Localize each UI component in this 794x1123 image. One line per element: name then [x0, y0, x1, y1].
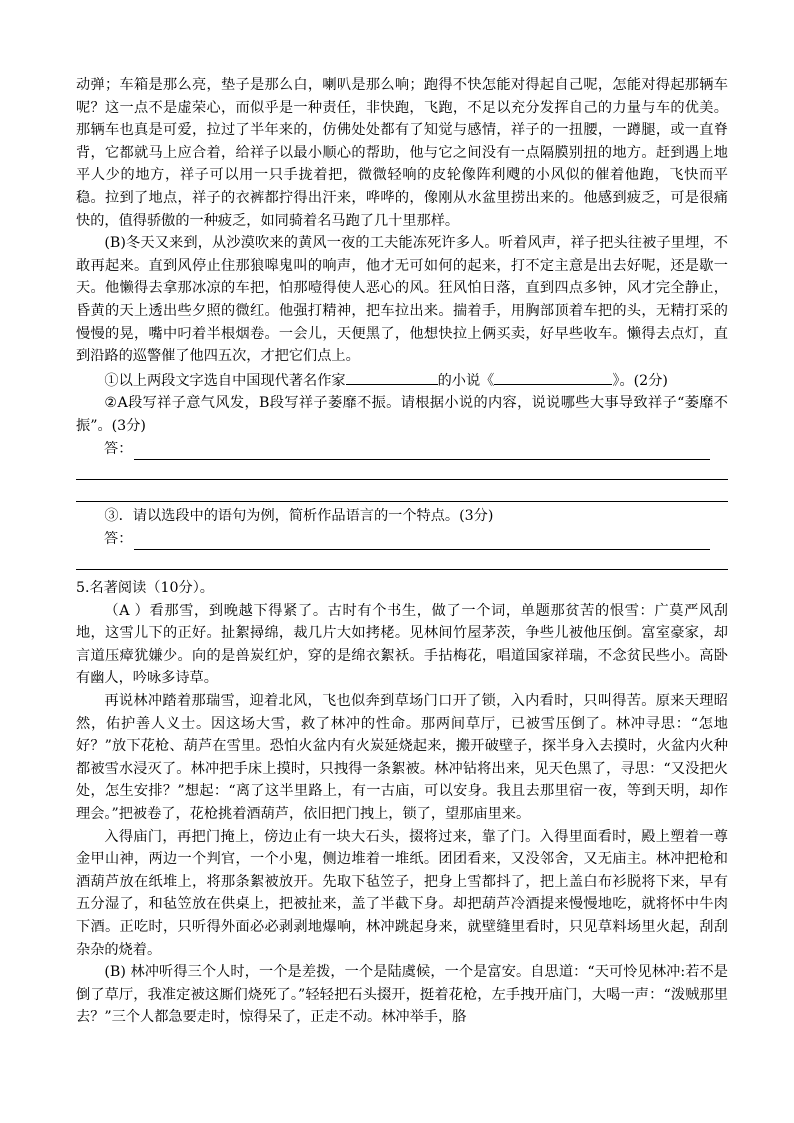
answer-rule[interactable]	[76, 550, 728, 573]
title-blank[interactable]	[494, 368, 612, 385]
section-5-title: 5.名著阅读（10分）。	[76, 580, 214, 597]
section-5-paragraph-a: （A ）看那雪，到晚越下得紧了。古时有个书生，做了一个词，单题那贫苦的恨雪：广莫严风刮地，这雪儿下的正好。扯絮撏绵，裁几片大如拷栳。见林间竹屋茅茨，争些儿被他压倒。富室豪家，却言道压瘴犹嫌少。向的是兽炭红炉，穿的是绵衣絮袄。手拈梅花，唱道国家祥瑞，不念贫民些小。高卧有幽人，吟咏多诗草。	[76, 602, 728, 687]
answer-label: 答：	[104, 530, 133, 547]
author-blank[interactable]	[346, 368, 438, 385]
answer-label: 答：	[104, 440, 133, 457]
question-3: ③．请以选段中的语句为例，简析作品语言的一个特点。(3分)	[104, 508, 494, 525]
section-5-paragraph-2: 再说林冲踏着那瑞雪，迎着北风，飞也似奔到草场门口开了锁，入内看时，只叫得苦。原来天理昭然，佑护善人义士。因这场大雪，救了林冲的性命。那两间草厅，已被雪压倒了。林冲寻思：“怎地好？”放下花枪、葫芦在雪里。恐怕火盆内有火炭延烧起来，搬开破壁子，探半身入去摸时，火盆内火种都被雪水浸灭了。林冲把手床上摸时，只拽得一条絮被。林冲钻将出来，见天色黑了，寻思：“又没把火处，怎生安排？”想起：“离了这半里路上，有一古庙，可以安身。我且去那里宿一夜，等到天明，却作理会。”把被卷了，花枪挑着酒葫芦，依旧把门拽上，锁了，望那庙里来。	[76, 693, 728, 822]
question-1-text-2: 的小说《	[437, 372, 495, 389]
passage-b: (B)冬天又来到，从沙漠吹来的黄风一夜的工夫能冻死许多人。听着风声，祥子把头往被子里埋，不敢再起来。直到风停止住那狼嗥鬼叫的响声，他才无可如何的起来，打不定主意是出去好呢，还是歇一天。他懒得去拿那冰凉的车把，怕那噎得使人恶心的风。狂风怕日落，直到四点多钟，风才完全静止，昏黄的天上透出些夕照的微红。他强打精神，把车拉出来。揣着手，用胸部顶着车把的头，无精打采的慢慢的晃，嘴中叼着半根烟卷。一会儿，天便黑了，他想快拉上俩买卖，好早些收车。懒得去点灯，直到沿路的巡警催了他四五次，才把它们点上。	[76, 235, 728, 365]
document-page	[76, 74, 728, 1029]
question-1	[76, 368, 728, 393]
question-1-text-3: 》。(2分)	[612, 372, 668, 389]
section-5-paragraph-b: (B) 林冲听得三个人时，一个是差拨，一个是陆虞候，一个是富安。自思道：“天可怜见林冲:若不是倒了草厅，我准定被这厮们烧死了。”轻轻把石头掇开，挺着花枪，左手拽开庙门，大喝一声：“泼贼那里去？”三个人都急要走时，惊得呆了，正走不动。林冲举手，胳	[76, 964, 728, 1026]
question-2: ②A段写祥子意气风发，B段写祥子萎靡不振。请根据小说的内容，说说哪些大事导致祥子“萎靡不振”。(3分)	[76, 395, 728, 434]
answer-line-q3[interactable]	[76, 528, 728, 551]
answer-line-q2[interactable]	[76, 438, 728, 461]
section-5-paragraph-3: 入得庙门，再把门掩上，傍边止有一块大石头，掇将过来，靠了门。入得里面看时，殿上塑着一尊金甲山神，两边一个判官，一个小鬼，侧边堆着一堆纸。团团看来，又没邻舍，又无庙主。林冲把枪和酒葫芦放在纸堆上，将那条絮被放开。先取下毡笠子，把身上雪都抖了，把上盖白布衫脱将下来，早有五分湿了，和毡笠放在供桌上，把被扯来，盖了半截下身。却把葫芦冷酒提来慢慢地吃，就将怀中牛肉下酒。正吃时，只听得外面必必剥剥地爆响，林冲跳起身来，就壁缝里看时，只见草料场里火起，刮刮杂杂的烧着。	[76, 828, 728, 958]
answer-rule[interactable]	[76, 483, 728, 506]
question-1-text-1: ①以上两段文字选自中国现代著名作家	[104, 372, 346, 389]
answer-rule[interactable]	[76, 460, 728, 483]
passage-a-continued: 动弹；车箱是那么亮，垫子是那么白，喇叭是那么响；跑得不快怎能对得起自己呢，怎能对得起那辆车呢？这一点不是虚荣心，而似乎是一种责任，非快跑，飞跑，不足以充分发挥自己的力量与车的优美。那辆车也真是可爱，拉过了半年来的，仿佛处处都有了知觉与感情，祥子的一扭腰，一蹲腿，或一直脊背，它都就马上应合着，给祥子以最小顺心的帮助，他与它之间没有一点隔膜别扭的地方。赶到遇上地平人少的地方，祥子可以用一只手拢着把，微微轻响的皮轮像阵利飕的小风似的催着他跑，飞快而平稳。拉到了地点，祥子的衣裤都拧得出汗来，哗哗的，像刚从水盆里捞出来的。他感到疲乏，可是很痛快的，值得骄傲的一种疲乏，如同骑着名马跑了几十里那样。	[76, 77, 728, 229]
